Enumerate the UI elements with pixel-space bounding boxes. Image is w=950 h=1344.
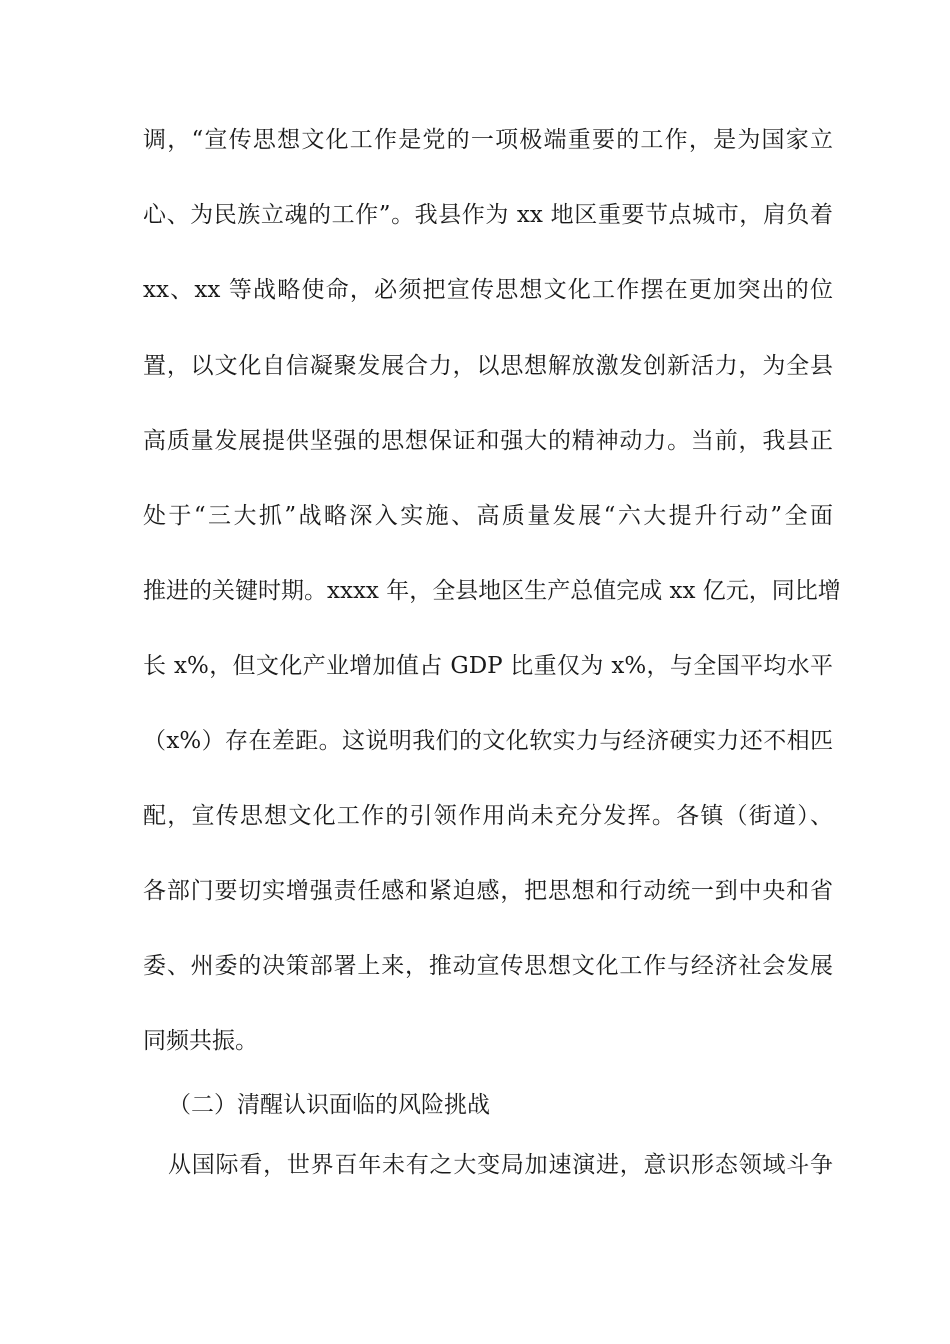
paragraph-line: 推进的关键时期。xxxx 年，全县地区生产总值完成 xx 亿元，同比增 bbox=[143, 578, 841, 604]
paragraph-line: 长 x%，但文化产业增加值占 GDP 比重仅为 x%，与全国平均水平 bbox=[143, 653, 833, 679]
paragraph-line: （x%）存在差距。这说明我们的文化软实力与经济硬实力还不相匹 bbox=[143, 728, 833, 754]
paragraph-line: 配，宣传思想文化工作的引领作用尚未充分发挥。各镇（街道）、 bbox=[143, 803, 833, 829]
paragraph-line: xx、xx 等战略使命，必须把宣传思想文化工作摆在更加突出的位 bbox=[143, 277, 833, 303]
paragraph-line: 心、为民族立魂的工作”。我县作为 xx 地区重要节点城市，肩负着 bbox=[143, 202, 833, 228]
paragraph-line: 各部门要切实增强责任感和紧迫感，把思想和行动统一到中央和省 bbox=[143, 878, 833, 904]
paragraph-line: 调，“宣传思想文化工作是党的一项极端重要的工作，是为国家立 bbox=[143, 127, 833, 153]
paragraph-line: 委、州委的决策部署上来，推动宣传思想文化工作与经济社会发展 bbox=[143, 953, 833, 979]
paragraph-line: 置，以文化自信凝聚发展合力，以思想解放激发创新活力，为全县 bbox=[143, 353, 833, 379]
paragraph-line: 处于“三大抓”战略深入实施、高质量发展“六大提升行动”全面 bbox=[143, 503, 833, 529]
section-heading: （二）清醒认识面临的风险挑战 bbox=[168, 1092, 490, 1118]
paragraph-line: 高质量发展提供坚强的思想保证和强大的精神动力。当前，我县正 bbox=[143, 428, 833, 454]
paragraph-line: 同频共振。 bbox=[143, 1028, 258, 1054]
paragraph-line: 从国际看，世界百年未有之大变局加速演进，意识形态领域斗争 bbox=[168, 1152, 833, 1178]
